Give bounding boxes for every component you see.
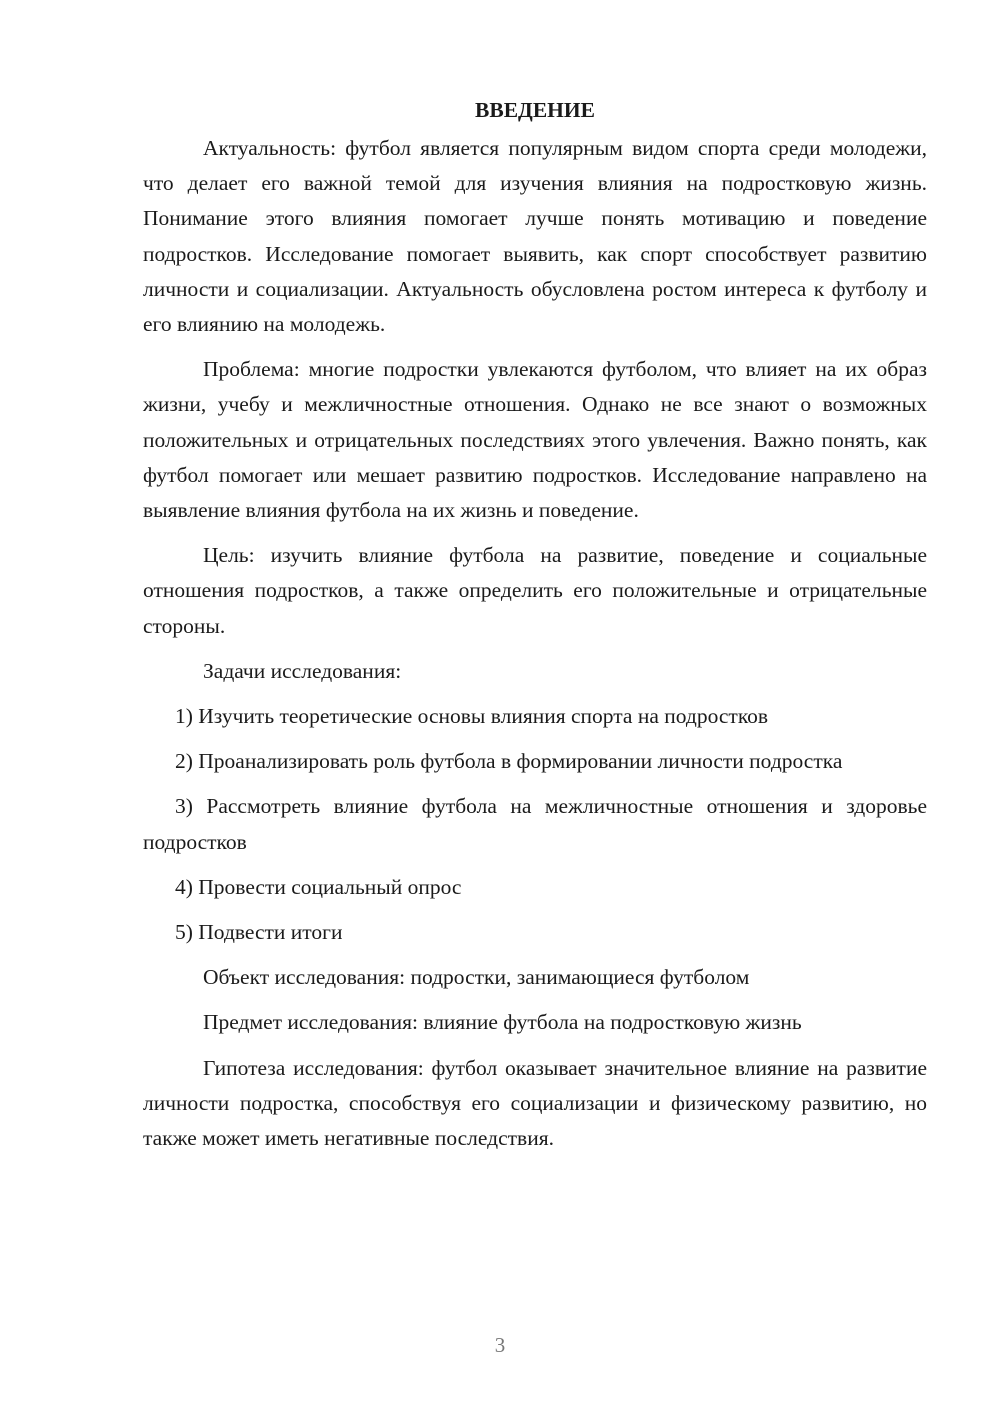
task-item-2: 2) Проанализировать роль футбола в формировании личности подростка [175, 749, 843, 774]
task-item-5: 5) Подвести итоги [175, 920, 343, 945]
task-item-4: 4) Провести социальный опрос [175, 874, 462, 899]
page-number: 3 [494, 1333, 506, 1357]
hypothesis-paragraph: Гипотеза исследования: футбол оказывает значительное влияние на развитие личности подростка, способствуя его социализации и физическому развитию, но также может иметь негативные последствия. [143, 1055, 927, 1151]
document-page [143, 95, 927, 1166]
task-item-1: 1) Изучить теоретические основы влияния спорта на подростков [175, 704, 769, 729]
task-item-3: 3) Рассмотреть влияние футбола на межличностные отношения и здоровье подростков [143, 794, 927, 854]
page-title: ВВЕДЕНИЕ [475, 98, 595, 122]
problem-paragraph: Проблема: многие подростки увлекаются футболом, что влияет на их образ жизни, учебу и межличностные отношения. Однако не все знают о возможных положительных и отрицательных последствиях этого увлечения. Важно понять, как футбол помогает или мешает развитию подростков. Исследование направлено на выявление влияния футбола на их жизнь и поведение. [143, 357, 927, 523]
relevance-paragraph: Актуальность: футбол является популярным видом спорта среди молодежи, что делает его важной темой для изучения влияния на подростковую жизнь. Понимание этого влияния помогает лучше понять мотивацию и поведение подростков. Исследование помогает выявить, как спорт способствует развитию личности и социализации. Актуальность обусловлена ростом интереса к футболу и его влиянию на молодежь. [143, 136, 927, 337]
goal-paragraph: Цель: изучить влияние футбола на развитие, поведение и социальные отношения подростков, а также определить его положительные и отрицательные стороны. [143, 543, 927, 638]
subject-paragraph: Предмет исследования: влияние футбола на подростковую жизнь [203, 1010, 802, 1035]
tasks-heading: Задачи исследования: [203, 658, 402, 683]
object-paragraph: Объект исследования: подростки, занимающиеся футболом [203, 965, 750, 990]
